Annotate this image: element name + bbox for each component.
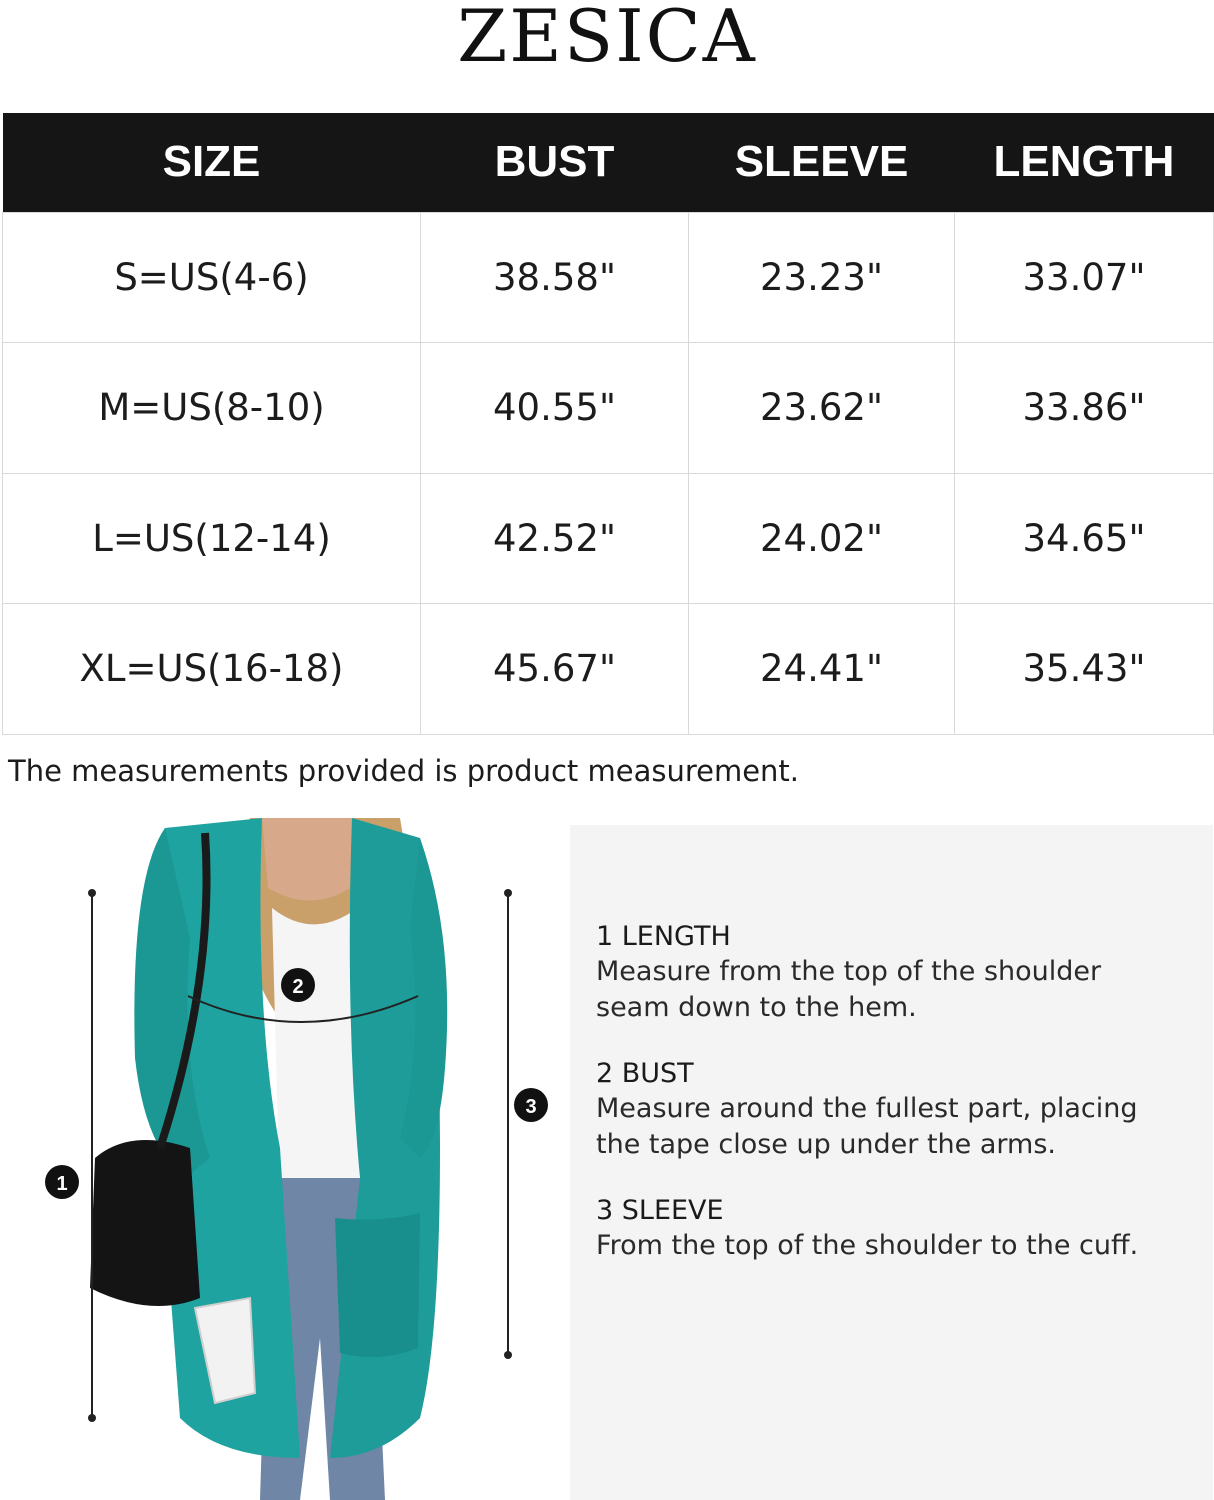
brand-logo: ZESICA (457, 0, 757, 78)
handbag-shape (90, 1140, 200, 1306)
guide-bust-desc-line: Measure around the fullest part, placing (596, 1093, 1138, 1124)
header-size: SIZE (3, 113, 421, 212)
header-sleeve: SLEEVE (689, 113, 955, 212)
white-top (272, 908, 360, 1208)
cell-length: 33.86" (955, 343, 1214, 474)
model-figure (0, 818, 570, 1500)
marker-1-label: 1 (56, 1173, 68, 1195)
pocket-shape (335, 1213, 420, 1357)
guide-sleeve (596, 1194, 1138, 1264)
marker-3 (514, 1088, 548, 1122)
guide-bust (596, 1057, 1138, 1163)
neck-shape (262, 818, 352, 901)
cell-bust: 40.55" (421, 343, 689, 474)
guide-bust-title: 2 BUST (596, 1058, 694, 1089)
cell-length: 33.07" (955, 212, 1214, 343)
size-chart-table (2, 113, 1214, 735)
marker-2-label: 2 (292, 976, 304, 998)
marker-3-label: 3 (525, 1096, 537, 1118)
guide-sleeve-title: 3 SLEEVE (596, 1195, 724, 1226)
cell-size: M=US(8-10) (3, 343, 421, 474)
guide-length-desc-line: Measure from the top of the shoulder (596, 956, 1102, 987)
table-header-row (3, 113, 1214, 212)
cell-length: 35.43" (955, 604, 1214, 735)
table-row (3, 473, 1214, 604)
guide-sleeve-desc-line: From the top of the shoulder to the cuff. (596, 1230, 1139, 1261)
table-row (3, 604, 1214, 735)
guide-length-desc-line: seam down to the hem. (596, 992, 917, 1023)
cell-size: L=US(12-14) (3, 473, 421, 604)
cell-bust: 42.52" (421, 473, 689, 604)
measurement-guide-panel (570, 825, 1213, 1500)
table-row (3, 212, 1214, 343)
measurement-note: The measurements provided is product measurement. (8, 754, 800, 788)
cell-length: 34.65" (955, 473, 1214, 604)
cell-size: S=US(4-6) (3, 212, 421, 343)
guide-length-title: 1 LENGTH (596, 921, 731, 952)
guide-bust-desc-line: the tape close up under the arms. (596, 1129, 1056, 1160)
table-row (3, 343, 1214, 474)
header-bust: BUST (421, 113, 689, 212)
cell-sleeve: 23.23" (689, 212, 955, 343)
cell-sleeve: 24.02" (689, 473, 955, 604)
cell-size: XL=US(16-18) (3, 604, 421, 735)
cell-bust: 45.67" (421, 604, 689, 735)
cell-sleeve: 24.41" (689, 604, 955, 735)
model-illustration (0, 818, 570, 1500)
header-length: LENGTH (955, 113, 1214, 212)
guide-length (596, 920, 1101, 1026)
marker-1 (45, 1165, 79, 1199)
marker-2 (281, 968, 315, 1002)
cell-bust: 38.58" (421, 212, 689, 343)
cell-sleeve: 23.62" (689, 343, 955, 474)
